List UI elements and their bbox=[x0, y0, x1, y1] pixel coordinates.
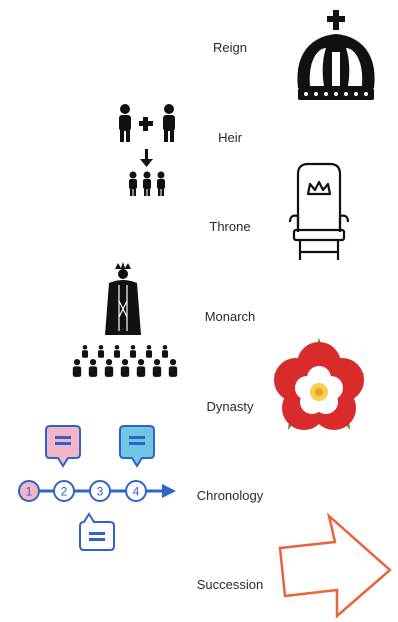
term-monarch: Monarch bbox=[204, 309, 256, 324]
timeline-icon bbox=[12, 424, 182, 554]
timeline-step-3: 3 bbox=[96, 484, 104, 499]
term-throne: Throne bbox=[209, 219, 251, 234]
term-succession: Succession bbox=[196, 577, 264, 592]
arrow-right-outline-icon bbox=[277, 512, 394, 620]
throne-chair-icon bbox=[284, 160, 354, 264]
timeline-step-4: 4 bbox=[132, 484, 140, 499]
term-chronology: Chronology bbox=[196, 488, 264, 503]
tudor-rose-icon bbox=[270, 338, 368, 436]
timeline-step-2: 2 bbox=[60, 484, 68, 499]
monarch-king-icon bbox=[103, 261, 143, 337]
term-dynasty: Dynasty bbox=[206, 399, 254, 414]
family-heir-icon bbox=[113, 103, 183, 203]
term-heir: Heir bbox=[218, 130, 242, 145]
term-reign: Reign bbox=[213, 40, 247, 55]
timeline-step-1: 1 bbox=[25, 484, 33, 499]
crowd-people-icon bbox=[65, 345, 185, 395]
crown-icon bbox=[292, 8, 380, 104]
